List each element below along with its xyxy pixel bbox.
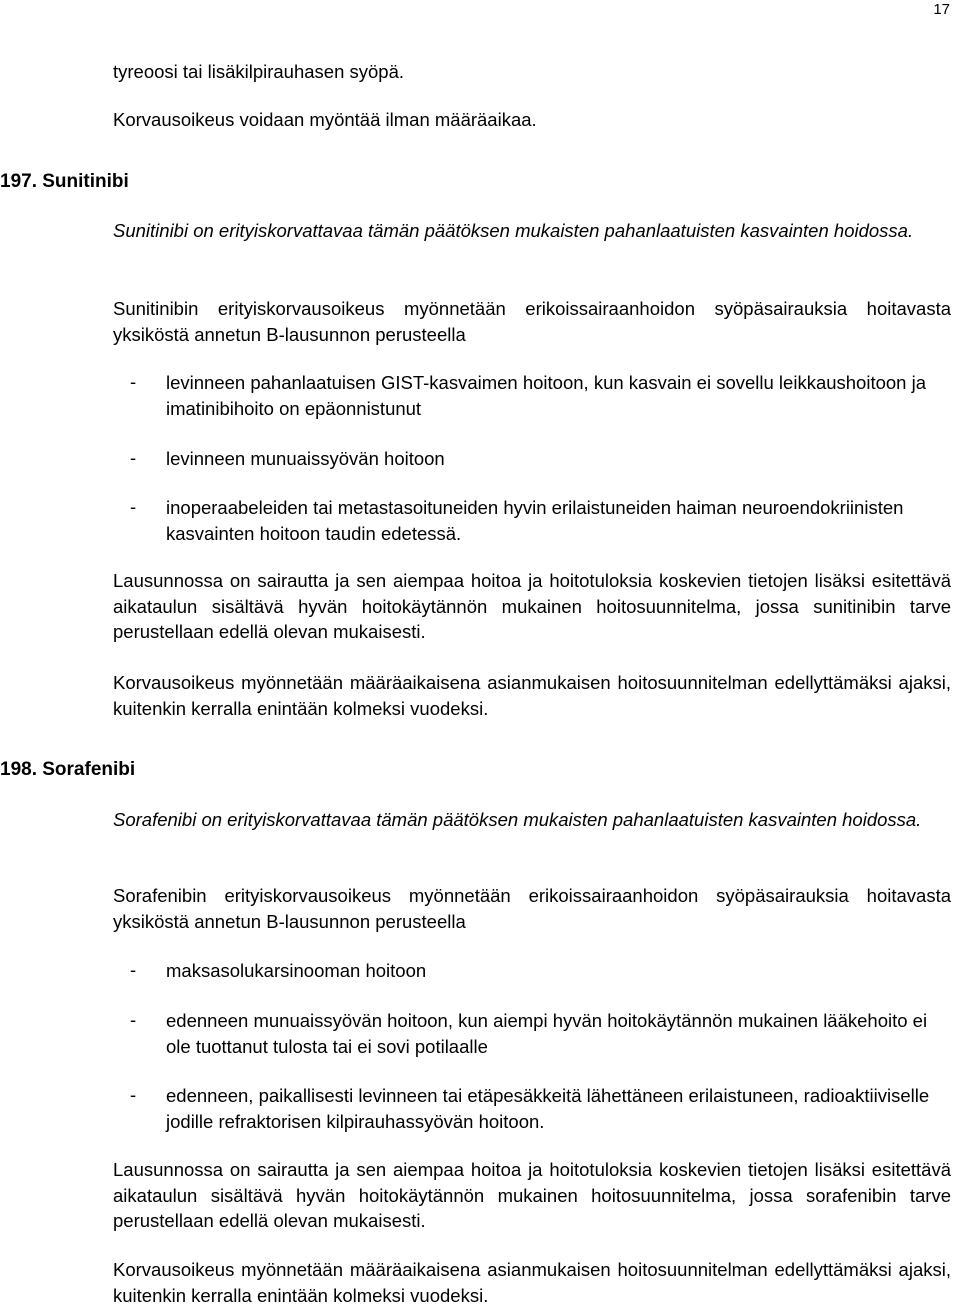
section-197-paragraph-3: Korvausoikeus myönnetään määräaikaisena asianmukaisen hoitosuunnitelman edellyttämäksi ajaksi, kuitenkin kerralla enintään kolmeksi vuodeksi. <box>113 672 951 719</box>
bullet-dash: - <box>130 447 137 468</box>
bullet-dash: - <box>130 1009 137 1030</box>
intro-line-2: Korvausoikeus voidaan myöntää ilman määräaikaa. <box>113 109 537 130</box>
section-198-bullet-3: edenneen, paikallisesti levinneen tai etäpesäkkeitä lähettäneen erilaistuneen, radioaktiiviselle jodille refraktorisen kilpirauhassyövän hoitoon. <box>166 1085 930 1132</box>
section-heading-198: 198. Sorafenibi <box>0 759 136 780</box>
bullet-dash: - <box>130 959 137 980</box>
bullet-dash: - <box>130 371 137 392</box>
section-198-paragraph-1: Sorafenibin erityiskorvausoikeus myönnetään erikoissairaanhoidon syöpäsairauksia hoitavasta yksiköstä annetun B-lausunnon perusteella <box>113 885 951 932</box>
page-number: 17 <box>933 1 950 18</box>
section-198-intro: Sorafenibi on erityiskorvattavaa tämän päätöksen mukaisten pahanlaatuisten kasvainten hoidossa. <box>113 809 922 830</box>
section-197-bullet-2: levinneen munuaissyövän hoitoon <box>166 448 445 469</box>
section-198-bullet-2: edenneen munuaissyövän hoitoon, kun aiempi hyvän hoitokäytännön mukainen lääkehoito ei ole tuottanut tulosta tai ei sovi potilaalle <box>166 1010 928 1057</box>
section-198-bullet-1: maksasolukarsinooman hoitoon <box>166 960 427 981</box>
bullet-dash: - <box>130 496 137 517</box>
section-197-intro: Sunitinibi on erityiskorvattavaa tämän päätöksen mukaisten pahanlaatuisten kasvainten hoidossa. <box>113 220 914 241</box>
intro-line-1: tyreoosi tai lisäkilpirauhasen syöpä. <box>113 61 405 82</box>
section-198-paragraph-2: Lausunnossa on sairautta ja sen aiempaa hoitoa ja hoitotuloksia koskevien tietojen lisäksi esitettävä aikataulun sisältävä hyvän hoitokäytännön mukainen hoitosuunnitelma, jossa sorafenibin tarve perustellaan edellä olevan mukaisesti. <box>113 1159 951 1231</box>
section-197-bullet-1: levinneen pahanlaatuisen GIST-kasvaimen hoitoon, kun kasvain ei sovellu leikkaushoitoon ja imatinibihoito on epäonnistunut <box>166 372 926 419</box>
section-197-paragraph-2: Lausunnossa on sairautta ja sen aiempaa hoitoa ja hoitotuloksia koskevien tietojen lisäksi esitettävä aikataulun sisältävä hyvän hoitokäytännön mukainen hoitosuunnitelma, jossa sunitinibin tarve perustellaan edellä olevan mukaisesti. <box>113 570 951 642</box>
section-197-bullet-3: inoperaabeleiden tai metastasoituneiden hyvin erilaistuneiden haiman neuroendokriinisten kasvainten hoitoon taudin edetessä. <box>166 497 904 544</box>
bullet-dash: - <box>130 1084 137 1105</box>
section-197-paragraph-1: Sunitinibin erityiskorvausoikeus myönnetään erikoissairaanhoidon syöpäsairauksia hoitavasta yksiköstä annetun B-lausunnon perusteella <box>113 298 951 345</box>
section-198-paragraph-3: Korvausoikeus myönnetään määräaikaisena asianmukaisen hoitosuunnitelman edellyttämäksi ajaksi, kuitenkin kerralla enintään kolmeksi vuodeksi. <box>113 1259 951 1306</box>
section-heading-197: 197. Sunitinibi <box>0 171 129 192</box>
